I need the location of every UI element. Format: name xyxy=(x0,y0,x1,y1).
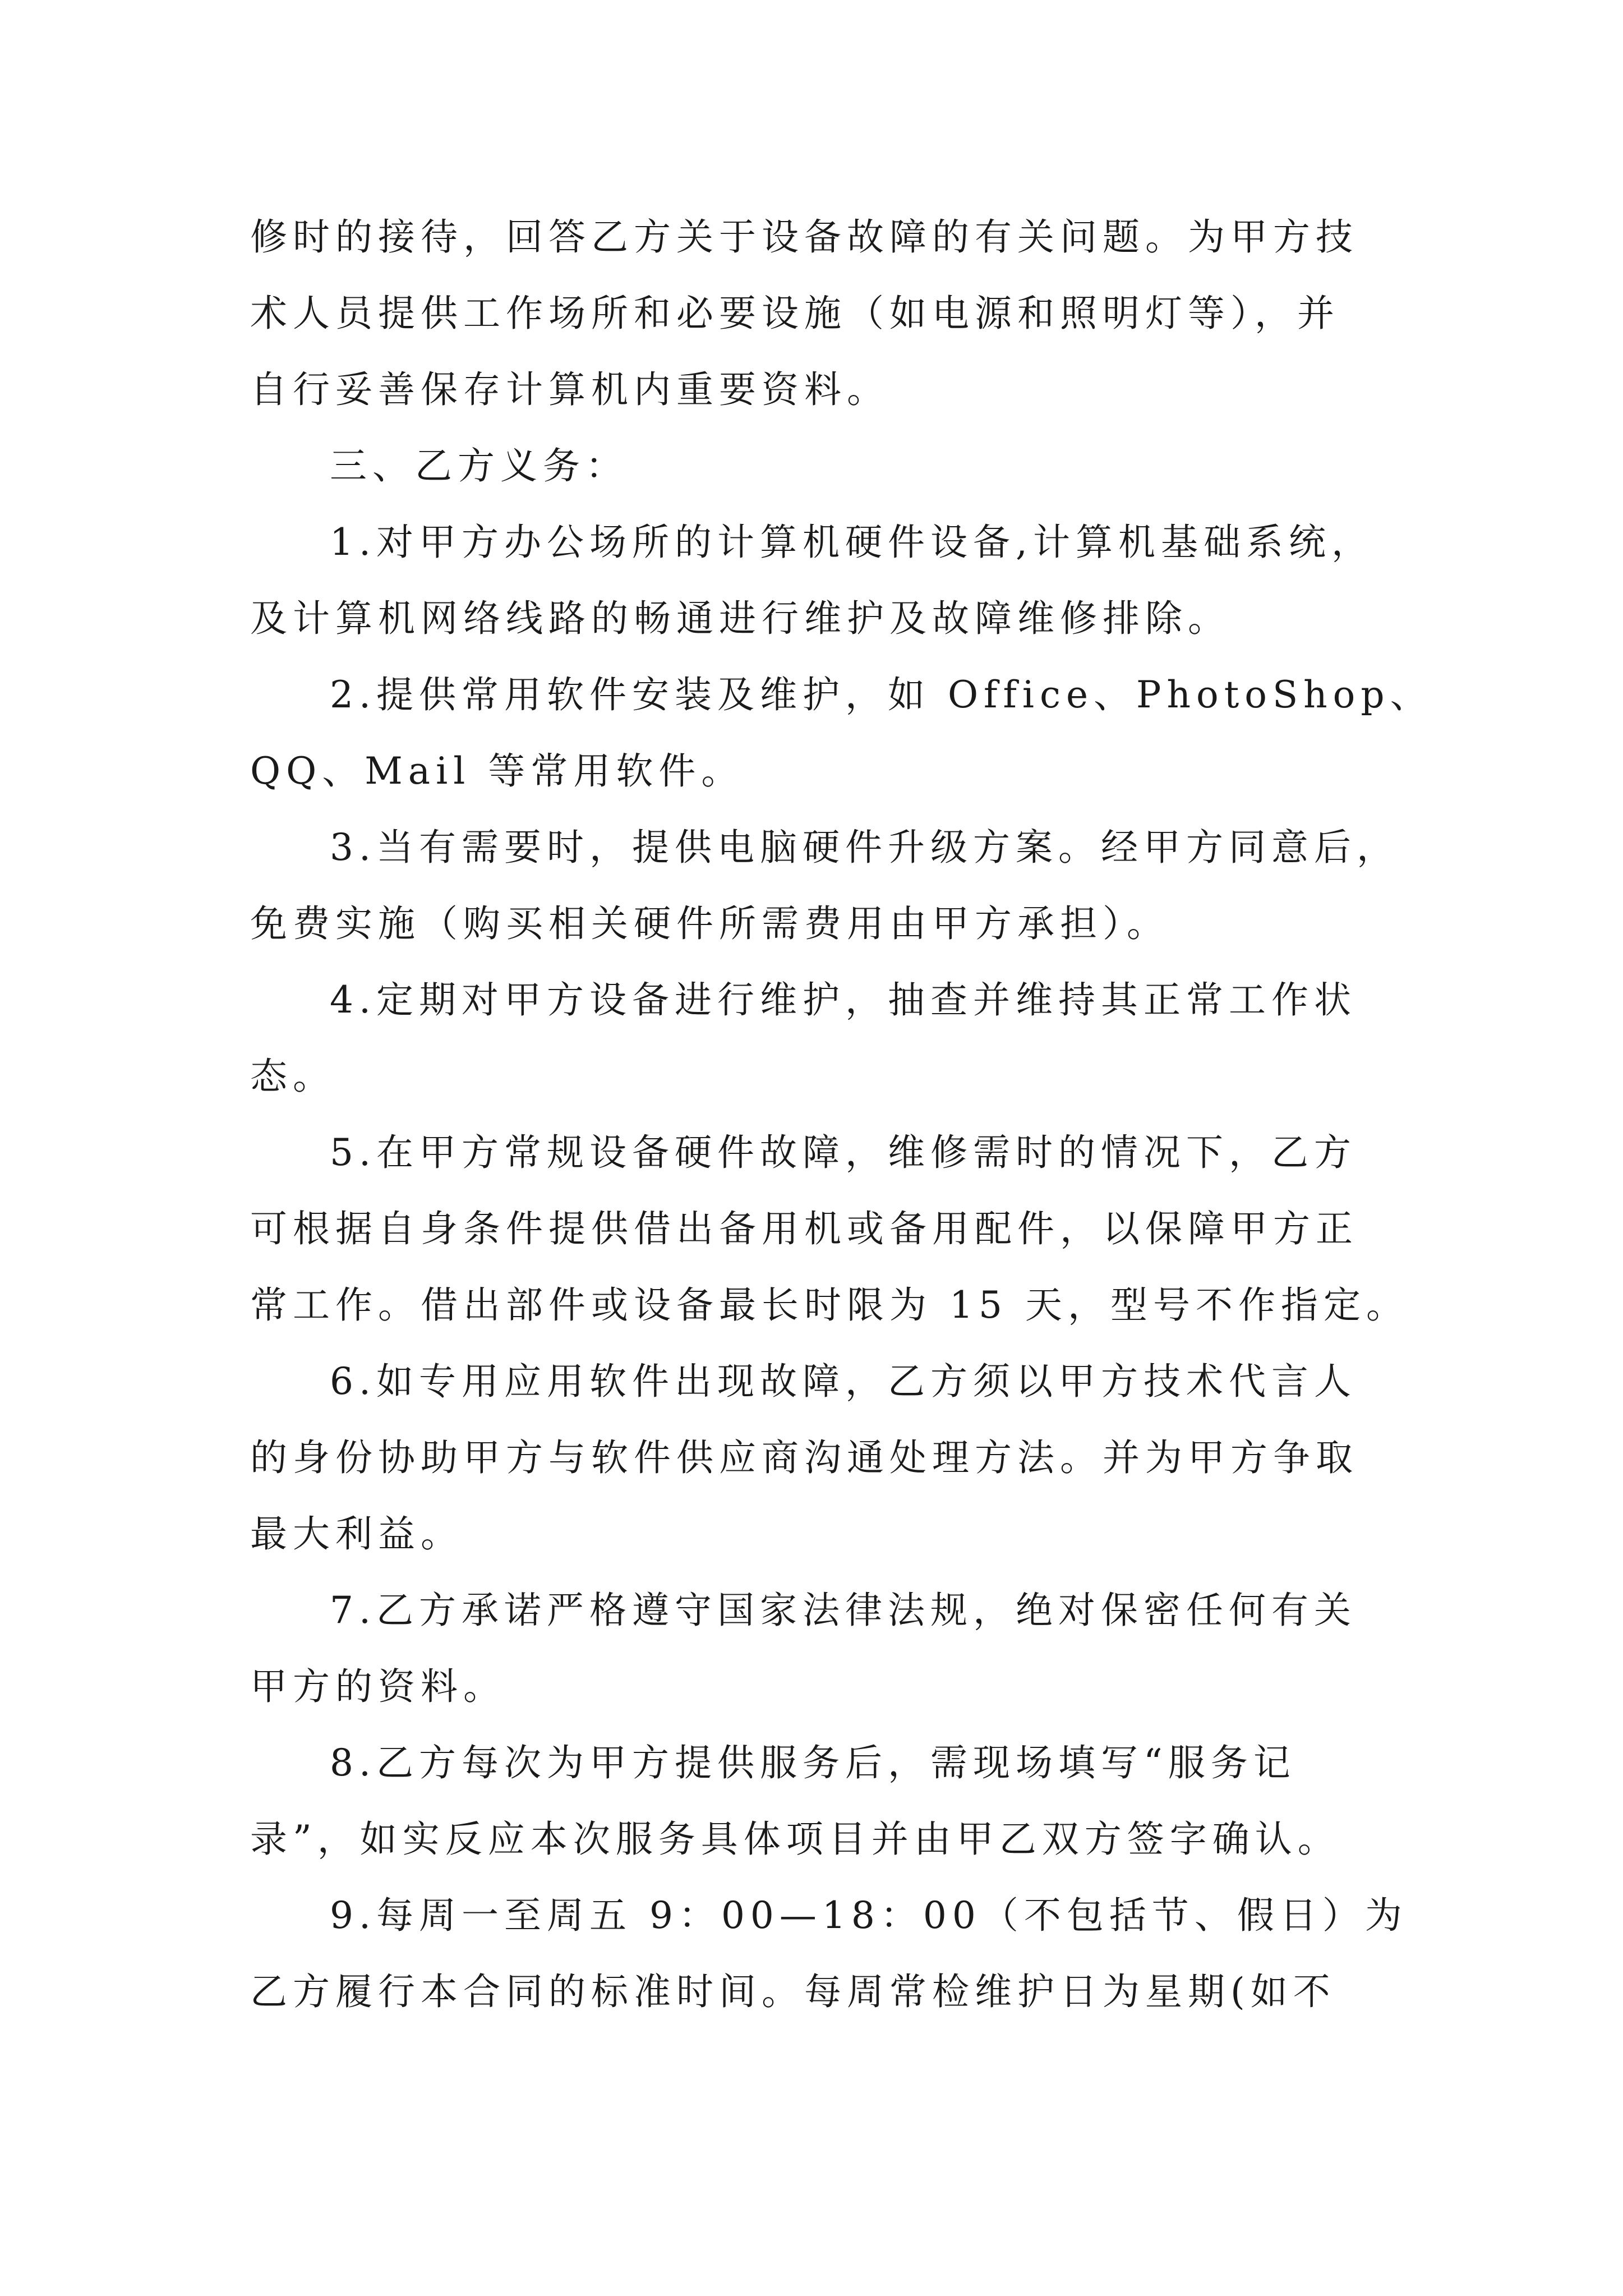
text-line: 可根据自身条件提供借出备用机或备用配件，以保障甲方正 xyxy=(250,1207,1358,1250)
text-line: 自行妥善保存计算机内重要资料。 xyxy=(250,368,889,411)
text-line: 免费实施（购买相关硬件所需费用由甲方承担）。 xyxy=(250,902,1169,945)
text-line: 的身份协助甲方与软件供应商沟通处理方法。并为甲方争取 xyxy=(250,1436,1358,1479)
text-line: 8.乙方每次为甲方提供服务后，需现场填写“服务记 xyxy=(330,1741,1296,1784)
text-line: 录”，如实反应本次服务具体项目并由甲乙双方签字确认。 xyxy=(250,1818,1340,1861)
text-line: 甲方的资料。 xyxy=(250,1665,506,1708)
contract-body xyxy=(250,199,1433,2030)
text-line: QQ、Mail 等常用软件。 xyxy=(250,749,744,793)
text-line: 2.提供常用软件安装及维护，如 Office、PhotoShop、 xyxy=(330,673,1433,716)
text-line: 及计算机网络线路的畅通进行维护及故障维修排除。 xyxy=(250,597,1230,640)
text-line: 1.对甲方办公场所的计算机硬件设备,计算机基础系统， xyxy=(330,521,1374,564)
text-line: 4.定期对甲方设备进行维护，抽查并维持其正常工作状 xyxy=(330,978,1357,1022)
text-line: 修时的接待，回答乙方关于设备故障的有关问题。为甲方技 xyxy=(250,215,1358,259)
text-line: 9.每周一至周五 9：00—18：00（不包括节、假日）为 xyxy=(330,1894,1408,1937)
text-line: 5.在甲方常规设备硬件故障，维修需时的情况下，乙方 xyxy=(330,1131,1357,1174)
section-heading: 三、乙方义务： xyxy=(330,444,628,487)
text-line: 术人员提供工作场所和必要设施（如电源和照明灯等），并 xyxy=(250,292,1340,335)
text-line: 常工作。借出部件或设备最长时限为 15 天，型号不作指定。 xyxy=(250,1283,1409,1327)
text-line: 7.乙方承诺严格遵守国家法律法规，绝对保密任何有关 xyxy=(330,1589,1357,1632)
text-line: 6.如专用应用软件出现故障，乙方须以甲方技术代言人 xyxy=(330,1360,1357,1403)
text-line: 态。 xyxy=(250,1055,335,1098)
text-line: 最大利益。 xyxy=(250,1512,463,1556)
text-line: 乙方履行本合同的标准时间。每周常检维护日为星期(如不 xyxy=(250,1970,1336,2013)
text-line: 3.当有需要时，提供电脑硬件升级方案。经甲方同意后， xyxy=(330,826,1399,869)
